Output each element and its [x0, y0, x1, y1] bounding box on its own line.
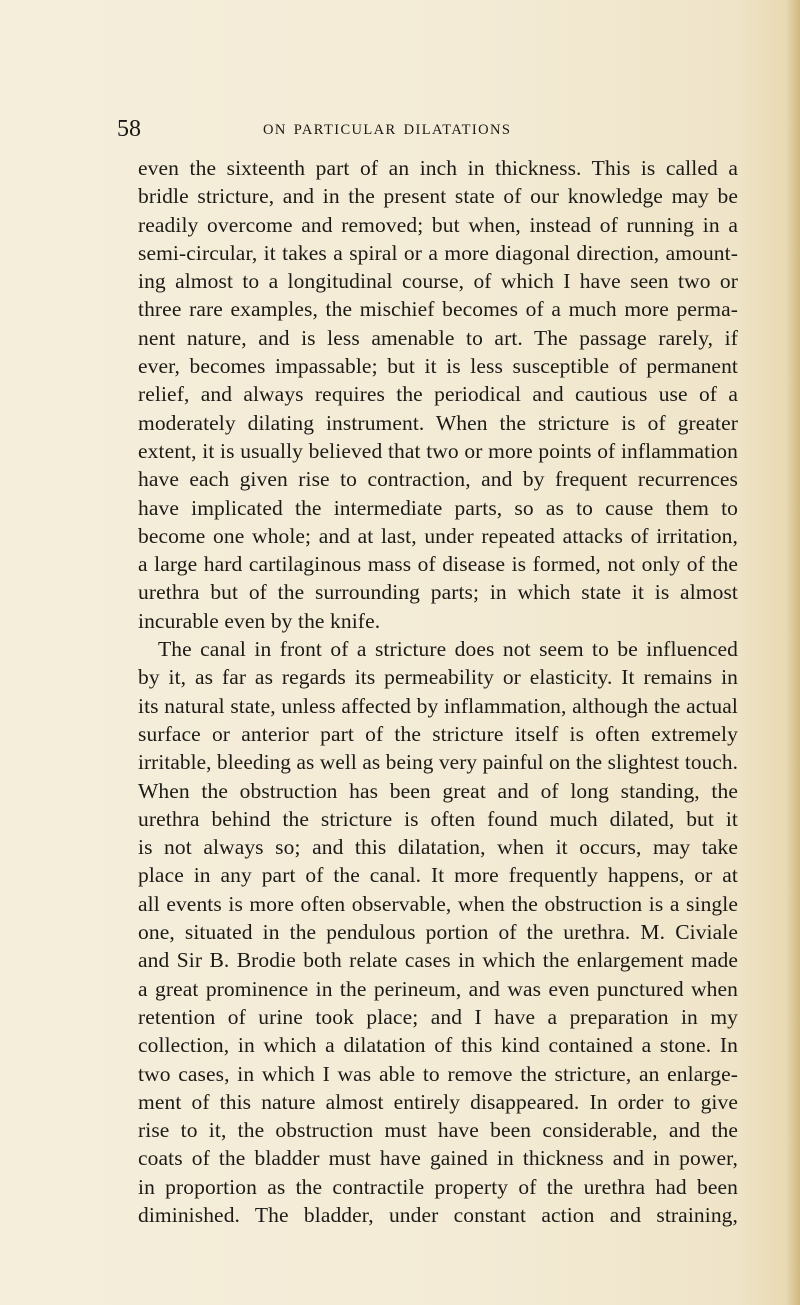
- text-line: a large hard cartilaginous mass of disease is formed, not only of the: [138, 552, 738, 577]
- text-line: urethra behind the stricture is often found much dilated, but it: [138, 806, 738, 831]
- text-line: rise to it, the obstruction must have been considerable, and the: [138, 1118, 738, 1143]
- page-edge-shading: [786, 0, 800, 1305]
- text-line: two cases, in which I was able to remove the stricture, an enlarge-: [138, 1061, 738, 1086]
- text-line: surface or anterior part of the stricture itself is often extremely: [138, 721, 738, 746]
- text-line: incurable even by the knife.: [138, 608, 381, 633]
- text-line: collection, in which a dilatation of this kind contained a stone. In: [138, 1033, 738, 1058]
- text-line: urethra but of the surrounding parts; in which state it is almost: [138, 580, 738, 605]
- text-line: nent nature, and is less amenable to art. The passage rarely, if: [138, 325, 738, 350]
- text-line: retention of urine took place; and I have a preparation in my: [138, 1004, 738, 1029]
- text-line: even the sixteenth part of an inch in thickness. This is called a: [138, 156, 738, 180]
- text-line: readily overcome and removed; but when, instead of running in a: [138, 212, 738, 237]
- text-line: have each given rise to contraction, and by frequent recurrences: [138, 467, 738, 492]
- text-line: become one whole; and at last, under repeated attacks of irritation,: [138, 523, 738, 548]
- text-line: a great prominence in the perineum, and was even punctured when: [138, 976, 738, 1001]
- text-line: ing almost to a longitudinal course, of which I have seen two or: [138, 269, 738, 294]
- text-line: The canal in front of a stricture does not seem to be influenced: [158, 637, 738, 662]
- text-line: irritable, bleeding as well as being very painful on the slightest touch.: [138, 750, 738, 775]
- text-line: all events is more often observable, when the obstruction is a single: [138, 891, 738, 916]
- text-line: ever, becomes impassable; but it is less susceptible of permanent: [138, 354, 738, 379]
- text-line: in proportion as the contractile property of the urethra had been: [138, 1174, 738, 1199]
- text-line: relief, and always requires the periodical and cautious use of a: [138, 382, 738, 407]
- text-line: extent, it is usually believed that two or more points of inflammation: [138, 438, 738, 463]
- text-line: coats of the bladder must have gained in thickness and in power,: [138, 1146, 738, 1171]
- text-line: its natural state, unless affected by inflammation, although the actual: [138, 693, 738, 718]
- page-number: 58: [117, 116, 141, 142]
- text-line: is not always so; and this dilatation, when it occurs, may take: [138, 835, 738, 860]
- text-line: place in any part of the canal. It more frequently happens, or at: [138, 863, 738, 888]
- text-line: have implicated the intermediate parts, so as to cause them to: [138, 495, 738, 520]
- text-line: by it, as far as regards its permeability or elasticity. It remains in: [138, 665, 738, 690]
- text-line: ment of this nature almost entirely disappeared. In order to give: [138, 1089, 738, 1114]
- text-line: and Sir B. Brodie both relate cases in which the enlargement made: [138, 948, 738, 973]
- text-line: semi-circular, it takes a spiral or a more diagonal direction, amount-: [138, 240, 738, 265]
- text-line: When the obstruction has been great and of long standing, the: [138, 778, 738, 803]
- text-line: bridle stricture, and in the present state of our knowledge may be: [138, 184, 738, 209]
- running-head: ON PARTICULAR DILATATIONS: [263, 122, 512, 138]
- text-line: three rare examples, the mischief becomes of a much more perma-: [138, 297, 738, 322]
- text-line: diminished. The bladder, under constant action and straining,: [138, 1202, 738, 1227]
- body-text: [138, 154, 738, 1229]
- text-line: one, situated in the pendulous portion of the urethra. M. Civiale: [138, 920, 738, 945]
- text-line: moderately dilating instrument. When the stricture is of greater: [138, 410, 738, 435]
